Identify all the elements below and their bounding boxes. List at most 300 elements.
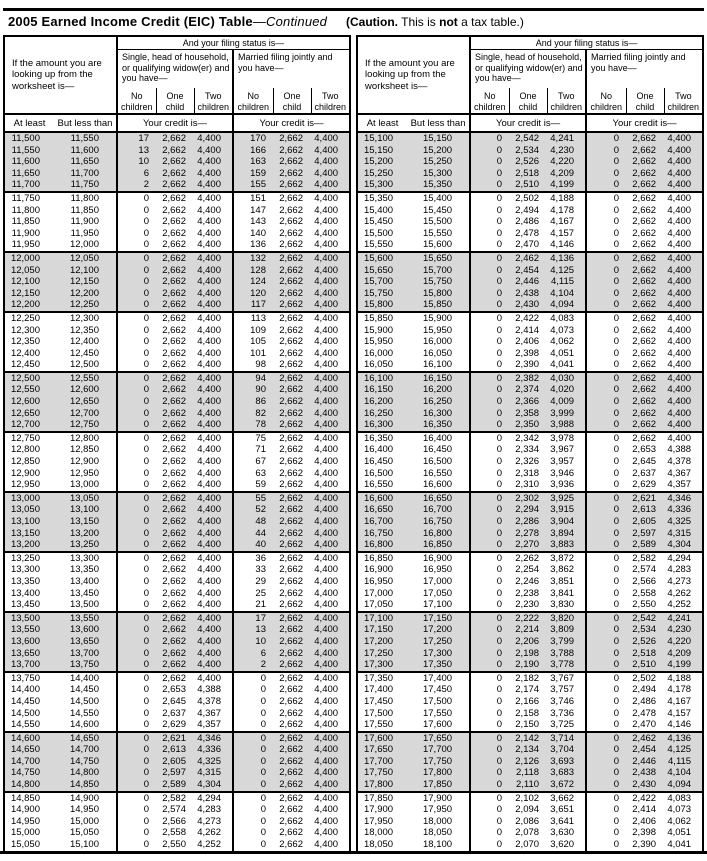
credit-value: 4,051 [667,827,692,839]
credit-value: 155 [233,179,273,192]
credit-value: 2,662 [279,612,303,624]
but-less-than-value: 13,100 [69,504,99,516]
credit-value: 0 [586,456,626,468]
credit-value: 4,115 [550,276,575,288]
credit-value: 4,400 [311,419,350,432]
credit-value: 4,125 [550,264,575,276]
credit-value: 0 [117,432,156,445]
credit-value: 4,009 [550,396,575,408]
credit-value: 2,222 [515,612,540,624]
credit-value: 2,510 [509,179,547,192]
credit-value: 4,073 [667,804,692,816]
caution-note [346,15,524,29]
table-row [4,756,350,768]
credit-value: 4,400 [314,167,339,179]
credit-value: 4,400 [314,516,339,527]
table-row [4,419,350,432]
table-row [4,276,350,288]
credit-value: 4,230 [667,624,692,636]
credit-value: 0 [470,384,509,396]
credit-value: 4,400 [197,227,221,239]
credit-value: 4,400 [314,732,339,744]
at-least-value: 12,500 [10,372,40,384]
credit-value: 0 [117,612,156,625]
credit-value: 2,662 [279,396,303,408]
credit-value: 0 [117,624,156,636]
credit-value: 2,629 [626,479,664,492]
credit-value: 4,273 [197,815,221,827]
table-row [4,468,350,480]
credit-value: 0 [470,756,509,768]
credit-value: 4,400 [311,539,350,552]
credit-value: 4,400 [314,527,339,539]
table-body-left [4,132,350,851]
but-less-than-value: 15,650 [422,252,453,264]
col-header-no-children: No children [586,88,626,114]
credit-value: 0 [586,468,626,480]
credit-value: 4,400 [194,419,233,432]
credit-value: 3,672 [547,779,586,792]
table-row [357,708,703,720]
credit-value: 136 [233,239,273,252]
but-less-than-value: 12,100 [69,264,99,276]
but-less-than-value: 17,800 [422,767,453,779]
credit-value: 4,400 [197,252,221,264]
credit-value: 4,400 [194,539,233,552]
credit-value: 0 [586,156,626,168]
credit-value: 3,904 [550,516,575,527]
credit-value: 2,518 [515,167,540,179]
credit-value: 0 [470,468,509,480]
credit-value: 0 [117,492,156,505]
credit-value: 4,336 [667,504,692,516]
credit-value: 2,182 [515,672,540,684]
at-least-value: 13,100 [10,516,40,527]
credit-value: 0 [586,659,626,672]
but-less-than-value: 17,650 [422,732,453,744]
credit-value: 4,220 [667,635,692,647]
credit-value: 4,209 [667,647,692,659]
credit-value: 0 [233,696,273,708]
credit-value: 2,662 [632,156,657,168]
credit-value: 4,400 [314,684,339,696]
credit-value: 2,078 [515,827,540,839]
credit-value: 2,637 [162,707,186,719]
credit-value: 4,400 [667,276,692,288]
at-least-value: 16,350 [363,432,394,444]
credit-value: 4,230 [550,144,575,156]
credit-value: 2,374 [515,384,540,396]
at-least-value: 16,750 [363,527,394,539]
col-header-one-child: One child [273,88,311,114]
at-least-value: 14,800 [4,779,54,792]
but-less-than-value: 17,900 [422,792,453,804]
credit-value: 86 [233,396,273,408]
credit-value: 2,662 [273,719,311,732]
but-less-than-value: 17,250 [422,635,453,647]
credit-value: 2,550 [626,599,664,612]
credit-value: 2,486 [515,216,540,228]
credit-value: 0 [470,252,509,265]
at-least-value: 16,650 [363,504,394,516]
credit-value: 10 [117,156,156,168]
at-least-value: 17,650 [363,744,394,756]
credit-value: 2,662 [279,827,303,839]
at-least-value: 15,500 [363,227,394,239]
credit-value: 2,662 [632,384,657,396]
credit-value: 4,400 [667,347,692,359]
col-header-at-least: At least [357,114,407,132]
credit-value: 4,073 [550,324,575,336]
credit-value: 3,725 [547,719,586,732]
credit-value: 4,400 [311,779,350,792]
table-row [357,599,703,612]
credit-value: 4,400 [197,612,221,624]
credit-value: 2,366 [515,396,540,408]
credit-value: 2,653 [162,684,186,696]
credit-value: 117 [233,299,273,312]
credit-value: 2,662 [279,564,303,576]
credit-value: 3,999 [550,407,575,419]
credit-value: 4,400 [314,744,339,756]
credit-value: 3,883 [547,539,586,552]
credit-value: 2,662 [273,299,311,312]
but-less-than-value: 17,750 [422,755,453,767]
at-least-value: 16,300 [357,419,407,432]
credit-value: 2,662 [279,492,303,504]
credit-value: 4,400 [314,156,339,168]
credit-value: 3,767 [550,672,575,684]
credit-value: 17 [233,612,273,625]
but-less-than-value: 15,300 [422,167,453,179]
credit-value: 0 [117,816,156,828]
credit-value: 4,400 [197,635,221,647]
credit-value: 0 [470,612,509,625]
at-least-value: 11,550 [11,144,40,156]
table-row [4,132,350,145]
credit-value: 0 [470,179,509,192]
credit-value: 2,662 [279,252,303,264]
at-least-value: 18,000 [363,827,394,839]
but-less-than-value: 14,450 [69,684,99,696]
credit-value: 2,662 [279,336,303,348]
credit-value: 0 [586,599,626,612]
credit-value: 4,400 [314,456,339,468]
credit-value: 2,566 [162,815,186,827]
table-row [357,456,703,468]
table-header-right [357,36,703,132]
but-less-than-value: 14,500 [69,695,99,707]
credit-value: 2,662 [162,552,186,564]
credit-value: 2,662 [632,204,657,216]
but-less-than-value: 12,400 [69,336,99,348]
credit-value: 2,662 [279,167,303,179]
at-least-value: 16,450 [363,456,394,468]
but-less-than-value: 16,850 [407,539,470,552]
credit-value: 4,188 [667,672,692,684]
credit-value: 2,478 [515,227,540,239]
table-row [4,827,350,839]
but-less-than-value: 17,950 [422,804,453,816]
but-less-than-value: 13,300 [69,552,99,564]
at-least-value: 12,750 [10,432,40,444]
table-row [4,252,350,265]
credit-value: 2,662 [156,419,194,432]
credit-value: 4,400 [314,815,339,827]
at-least-value: 16,850 [363,552,394,564]
credit-value: 4,400 [197,504,221,516]
credit-value: 2,534 [632,624,657,636]
credit-value: 0 [470,168,509,180]
credit-value: 2,662 [626,359,664,372]
table-row [4,432,350,445]
but-less-than-value: 17,300 [422,647,453,659]
credit-value: 2,430 [626,779,664,792]
at-least-value: 14,850 [10,792,40,804]
credit-value: 4,400 [197,372,221,384]
credit-value: 2,662 [279,516,303,527]
table-row [357,659,703,672]
but-less-than-value: 13,450 [69,587,99,599]
credit-value: 4,051 [550,347,575,359]
credit-value: 4,346 [197,732,221,744]
credit-value: 0 [586,325,626,337]
credit-value: 0 [586,239,626,252]
credit-value: 4,178 [550,204,575,216]
credit-value: 0 [470,299,509,312]
at-least-value: 17,950 [363,815,394,827]
credit-value: 2,462 [515,252,540,264]
credit-value: 4,400 [667,287,692,299]
credit-value: 4,346 [667,492,692,504]
credit-value: 2,582 [162,792,186,804]
credit-value: 3,894 [550,527,575,539]
table-row [357,325,703,337]
credit-value: 4,400 [664,239,703,252]
credit-value: 2,398 [515,347,540,359]
credit-value: 0 [470,539,509,552]
credit-value: 4,400 [314,192,339,204]
credit-value: 2,662 [626,239,664,252]
credit-value: 0 [233,719,273,732]
but-less-than-value: 17,450 [422,684,453,696]
credit-value: 0 [586,145,626,157]
credit-value: 4,400 [314,695,339,707]
credit-value: 2,142 [515,732,540,744]
table-row [4,239,350,252]
credit-value: 48 [233,516,273,528]
at-least-value: 14,550 [4,719,54,732]
credit-value: 2,662 [162,612,186,624]
credit-value: 2,662 [279,552,303,564]
credit-value: 4,400 [194,599,233,612]
credit-value: 124 [233,276,273,288]
but-less-than-value: 12,800 [69,432,99,444]
credit-value: 2,662 [162,192,186,204]
credit-value: 33 [233,564,273,576]
credit-value: 2,662 [273,479,311,492]
credit-value: 2,510 [626,659,664,672]
at-least-value: 11,500 [11,133,40,144]
but-less-than-value: 13,250 [54,539,117,552]
credit-value: 4,400 [314,133,339,144]
at-least-value: 15,800 [357,299,407,312]
credit-value: 3,862 [550,564,575,576]
at-least-value: 11,950 [4,239,54,252]
credit-value: 0 [470,359,509,372]
credit-value: 82 [233,408,273,420]
but-less-than-value: 12,500 [54,359,117,372]
married-group-header: Married filing jointly and you have— [238,52,333,73]
lookup-amount-header: If the amount you are looking up from the worksheet is— [4,36,117,114]
but-less-than-value: 12,450 [69,347,99,359]
credit-value: 0 [117,756,156,768]
credit-value: 0 [586,192,626,205]
page-title-main: 2005 Earned Income Credit (EIC) Table [8,14,253,29]
credit-value: 4,400 [314,767,339,779]
credit-value: 4,157 [550,227,575,239]
but-less-than-value: 16,350 [407,419,470,432]
credit-value: 0 [117,216,156,228]
credit-value: 2,662 [279,732,303,744]
at-least-value: 13,550 [10,624,40,636]
credit-value: 0 [470,456,509,468]
but-less-than-value: 18,100 [422,839,453,851]
at-least-value: 15,950 [363,336,394,348]
credit-value: 4,167 [550,216,575,228]
credit-value: 0 [586,216,626,228]
credit-value: 0 [586,756,626,768]
credit-value: 2,358 [515,407,540,419]
credit-value: 0 [470,216,509,228]
but-less-than-value: 17,100 [407,599,470,612]
credit-value: 0 [117,576,156,588]
credit-value: 4,400 [664,359,703,372]
credit-value: 2,422 [632,792,657,804]
credit-value: 44 [233,528,273,540]
credit-value: 0 [586,539,626,552]
but-less-than-value: 11,600 [70,144,99,156]
credit-value: 25 [233,588,273,600]
credit-value: 4,400 [314,227,339,239]
credit-value: 2,589 [156,779,194,792]
credit-value: 0 [586,528,626,540]
credit-value: 2,662 [279,527,303,539]
credit-value: 3,620 [550,839,575,851]
col-header-no-children: No children [117,88,156,114]
credit-value: 0 [117,456,156,468]
credit-value: 2,597 [632,527,657,539]
but-less-than-value: 15,550 [422,227,453,239]
table-row [4,516,350,528]
credit-value: 0 [586,132,626,145]
credit-value: 0 [470,564,509,576]
credit-value: 2,542 [515,133,540,144]
credit-value: 2,662 [156,359,194,372]
but-less-than-value: 14,600 [54,719,117,732]
credit-value: 0 [233,732,273,745]
credit-value: 4,400 [314,575,339,587]
credit-value: 2,198 [515,647,540,659]
but-less-than-value: 12,250 [54,299,117,312]
credit-value: 2,662 [162,564,186,576]
at-least-value: 17,900 [363,804,394,816]
at-least-value: 16,200 [363,396,394,408]
at-least-value: 13,650 [10,647,40,659]
table-row [357,228,703,240]
credit-value: 4,400 [197,144,221,156]
credit-value: 0 [586,444,626,456]
credit-value: 2,662 [156,179,194,192]
at-least-value: 12,600 [10,396,40,408]
credit-value: 0 [586,252,626,265]
credit-value: 0 [117,648,156,660]
but-less-than-value: 16,300 [422,407,453,419]
credit-value: 2,470 [626,719,664,732]
credit-value: 4,400 [314,552,339,564]
credit-value: 4,378 [197,695,221,707]
table-row [4,384,350,396]
credit-value: 2,662 [162,227,186,239]
credit-value: 2,662 [162,647,186,659]
but-less-than-value: 15,450 [422,204,453,216]
at-least-value: 15,650 [363,264,394,276]
table-row [357,205,703,217]
credit-value: 0 [470,156,509,168]
credit-value: 3,809 [550,624,575,636]
credit-value: 4,400 [314,312,339,324]
credit-value: 4,400 [197,587,221,599]
but-less-than-value: 14,950 [69,804,99,816]
credit-value: 4,030 [550,372,575,384]
table-row [357,588,703,600]
credit-value: 4,400 [311,719,350,732]
credit-value: 4,199 [547,179,586,192]
at-least-value: 13,150 [10,527,40,539]
credit-value: 4,304 [194,779,233,792]
at-least-value: 15,400 [363,204,394,216]
credit-value: 2,662 [279,755,303,767]
credit-value: 2 [117,179,156,192]
caution-label: (Caution. [346,15,398,29]
credit-value: 2,350 [509,419,547,432]
credit-value: 0 [470,408,509,420]
credit-value: 4,199 [664,659,703,672]
but-less-than-value: 16,150 [422,372,453,384]
credit-value: 4,388 [667,444,692,456]
at-least-value: 14,650 [10,744,40,756]
credit-value: 0 [117,744,156,756]
credit-value: 4,083 [667,792,692,804]
tables-container [0,35,707,854]
credit-value: 4,400 [314,647,339,659]
credit-value: 4,020 [550,384,575,396]
credit-value: 2,558 [632,587,657,599]
at-least-value: 13,500 [10,612,40,624]
at-least-value: 15,200 [363,156,394,168]
credit-value: 0 [470,419,509,432]
credit-value: 120 [233,288,273,300]
credit-value: 4,400 [311,359,350,372]
credit-value: 4,304 [664,539,703,552]
credit-value: 3,967 [550,444,575,456]
credit-value: 4,400 [197,444,221,456]
credit-value: 4,400 [314,444,339,456]
your-credit-header: Your credit is— [117,114,233,132]
at-least-value: 16,050 [357,359,407,372]
but-less-than-value: 15,350 [407,179,470,192]
credit-value: 3,925 [550,492,575,504]
